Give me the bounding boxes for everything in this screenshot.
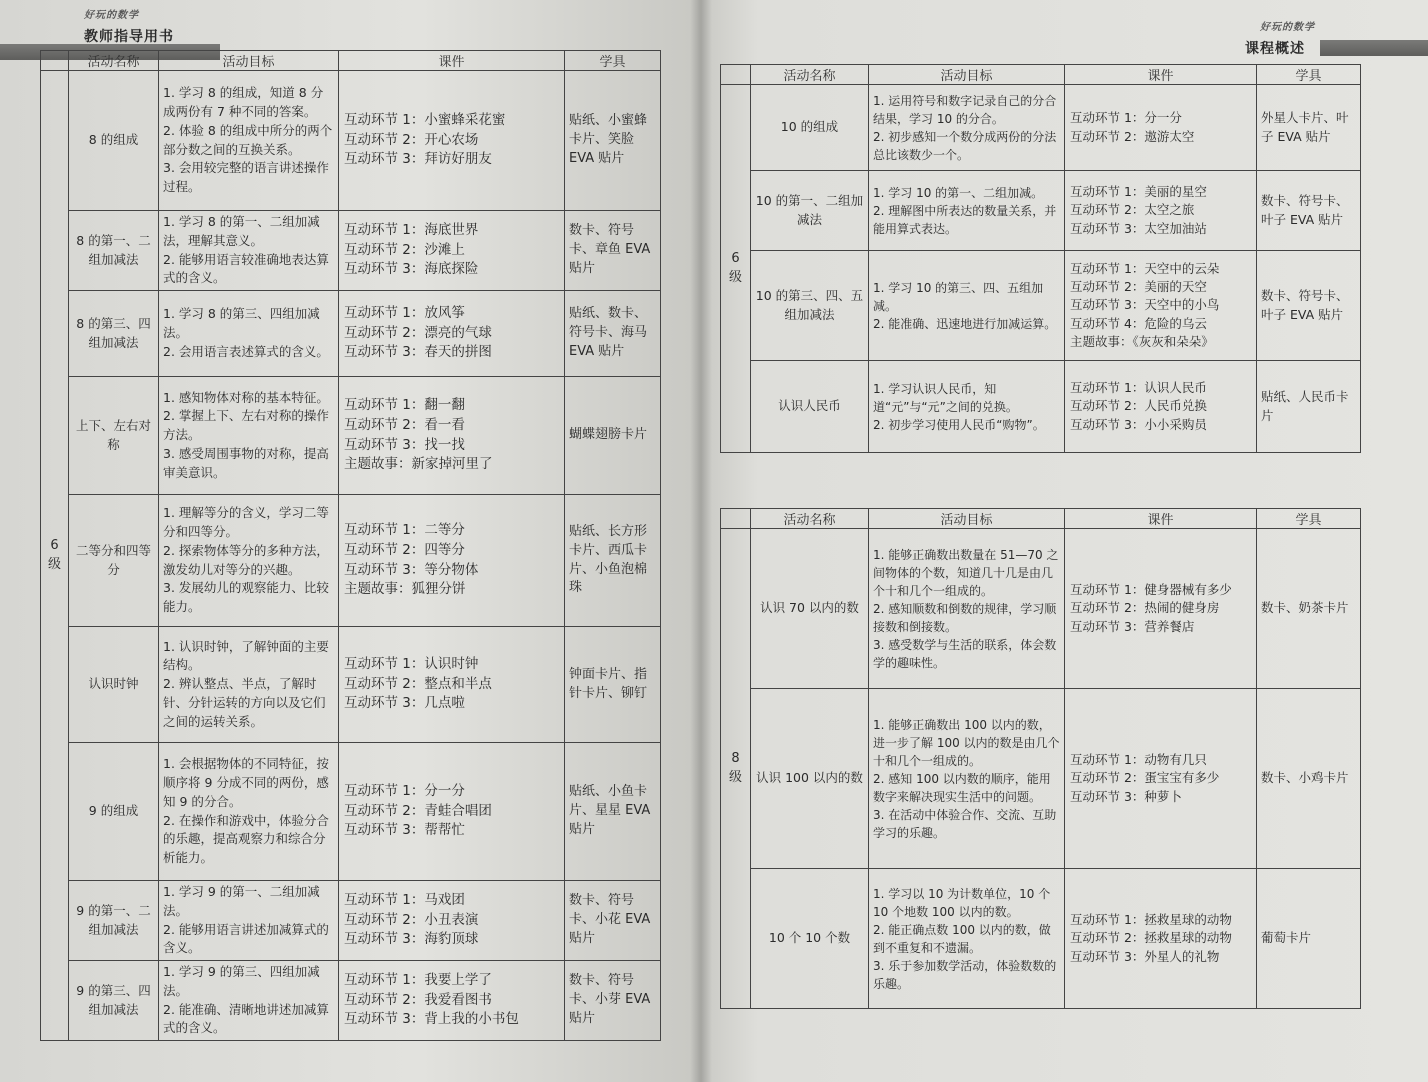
activity-goals bbox=[869, 171, 1065, 251]
course-item: 互动环节 3：太空加油站 bbox=[1070, 220, 1207, 236]
header-row bbox=[721, 509, 1361, 529]
courseware bbox=[1065, 689, 1257, 869]
course-item: 互动环节 2：沙滩上 bbox=[344, 241, 465, 258]
goal-item: 1. 学习 8 的组成，知道 8 分成两份有 7 种不同的答案。 bbox=[163, 85, 324, 119]
activity-name: 8 的第三、四组加减法 bbox=[69, 291, 159, 377]
activity-goals bbox=[159, 881, 339, 961]
course-item: 互动环节 1：认识时钟 bbox=[344, 656, 479, 673]
goal-item: 2. 初步学习使用人民币“购物”。 bbox=[873, 417, 1045, 432]
course-item: 主题故事：新家掉河里了 bbox=[344, 456, 493, 473]
goal-item: 2. 体验 8 的组成中所分的两个部分数之间的互换关系。 bbox=[163, 122, 333, 157]
course-item: 互动环节 2：蛋宝宝有多少 bbox=[1070, 770, 1220, 786]
goal-item: 1. 学习 10 的第一、二组加减。 bbox=[873, 185, 1044, 200]
course-item: 互动环节 2：遨游太空 bbox=[1070, 128, 1195, 144]
courseware bbox=[1065, 529, 1257, 689]
goal-item: 3. 乐于参加数学活动，体验数数的乐趣。 bbox=[873, 958, 1057, 991]
course-item: 互动环节 1：拯救星球的动物 bbox=[1070, 912, 1232, 928]
goal-item: 3. 在活动中体验合作、交流、互助学习的乐趣。 bbox=[873, 807, 1057, 840]
learning-tools: 贴纸、小蜜蜂卡片、笑脸 EVA 贴片 bbox=[565, 71, 661, 211]
goal-item: 2. 在操作和游戏中，体验分合的乐趣，提高观察力和综合分析能力。 bbox=[163, 812, 329, 865]
learning-tools: 外星人卡片、叶子 EVA 贴片 bbox=[1257, 85, 1361, 171]
activity-goals bbox=[159, 961, 339, 1041]
goal-item: 2. 能准确、迅速地进行加减运算。 bbox=[873, 316, 1057, 331]
goal-item: 1. 能够正确数出数量在 51—70 之间物体的个数，知道几十几是由几个十和几个一组成的。 bbox=[873, 547, 1059, 598]
courseware bbox=[339, 961, 565, 1041]
left-page bbox=[0, 0, 700, 1082]
activity-goals bbox=[869, 361, 1065, 453]
courseware bbox=[1065, 361, 1257, 453]
course-item: 互动环节 2：开心农场 bbox=[344, 131, 479, 148]
courseware bbox=[339, 377, 565, 495]
course-item: 互动环节 3：几点啦 bbox=[344, 695, 465, 712]
goal-item: 1. 学习 10 的第三、四、五组加减。 bbox=[873, 280, 1044, 313]
header-logo: 好玩的数学 bbox=[1260, 22, 1315, 33]
course-item: 互动环节 3：种萝卜 bbox=[1070, 788, 1182, 804]
column-header: 课件 bbox=[1065, 65, 1257, 85]
header-logo: 好玩的数学 bbox=[84, 10, 139, 21]
table-row bbox=[41, 627, 661, 743]
goal-item: 2. 能准确、清晰地讲述加减算式的含义。 bbox=[163, 1001, 329, 1036]
goal-item: 2. 理解图中所表达的数量关系，并能用算式表达。 bbox=[873, 203, 1057, 236]
course-item: 主题故事：《灰灰和朵朵》 bbox=[1070, 333, 1214, 349]
course-item: 互动环节 3：外星人的礼物 bbox=[1070, 948, 1220, 964]
activity-name: 二等分和四等分 bbox=[69, 495, 159, 627]
goal-item: 1. 学习以 10 为计数单位，10 个 10 个地数 100 以内的数。 bbox=[873, 886, 1055, 919]
header-row bbox=[721, 65, 1361, 85]
header-bar bbox=[1320, 40, 1428, 56]
activity-name: 10 的第一、二组加减法 bbox=[751, 171, 869, 251]
course-item: 互动环节 2：看一看 bbox=[344, 416, 465, 433]
table-row bbox=[721, 869, 1361, 1009]
learning-tools: 数卡、符号卡、章鱼 EVA 贴片 bbox=[565, 211, 661, 291]
activity-goals bbox=[159, 743, 339, 881]
column-header bbox=[721, 509, 751, 529]
course-item: 互动环节 1：美丽的星空 bbox=[1070, 184, 1207, 200]
level-cell: 6 级 bbox=[41, 71, 69, 1041]
table-row bbox=[41, 71, 661, 211]
table-row bbox=[41, 743, 661, 881]
activity-goals bbox=[869, 85, 1065, 171]
course-item: 互动环节 3：等分物体 bbox=[344, 561, 479, 578]
table-row bbox=[41, 211, 661, 291]
courseware bbox=[1065, 85, 1257, 171]
table-row bbox=[721, 529, 1361, 689]
learning-tools: 数卡、符号卡、小花 EVA 贴片 bbox=[565, 881, 661, 961]
activity-name: 8 的第一、二组加减法 bbox=[69, 211, 159, 291]
learning-tools: 葡萄卡片 bbox=[1257, 869, 1361, 1009]
course-item: 互动环节 3：海豹顶球 bbox=[344, 931, 479, 948]
course-item: 互动环节 3：帮帮忙 bbox=[344, 822, 465, 839]
course-item: 互动环节 2：美丽的天空 bbox=[1070, 279, 1207, 295]
course-item: 互动环节 3：春天的拼图 bbox=[344, 344, 492, 361]
activity-name: 认识 100 以内的数 bbox=[751, 689, 869, 869]
learning-tools: 数卡、符号卡、小芽 EVA 贴片 bbox=[565, 961, 661, 1041]
course-item: 互动环节 2：人民币兑换 bbox=[1070, 398, 1207, 414]
learning-tools: 贴纸、数卡、符号卡、海马 EVA 贴片 bbox=[565, 291, 661, 377]
course-item: 互动环节 3：找一找 bbox=[344, 436, 465, 453]
course-item: 互动环节 1：分一分 bbox=[344, 783, 465, 800]
goal-item: 1. 学习 8 的第一、二组加减法，理解其意义。 bbox=[163, 214, 320, 248]
header-label: 教师指导用书 bbox=[84, 29, 174, 45]
activity-name: 10 个 10 个数 bbox=[751, 869, 869, 1009]
course-item: 互动环节 1：认识人民币 bbox=[1070, 380, 1207, 396]
activity-goals bbox=[159, 495, 339, 627]
goal-item: 2. 会用语言表述算式的含义。 bbox=[163, 343, 329, 359]
courseware bbox=[339, 627, 565, 743]
course-item: 互动环节 1：二等分 bbox=[344, 522, 465, 539]
course-item: 互动环节 2：太空之旅 bbox=[1070, 202, 1195, 218]
activity-goals bbox=[869, 689, 1065, 869]
book-gutter bbox=[690, 0, 712, 1082]
column-header: 学具 bbox=[1257, 509, 1361, 529]
activity-goals bbox=[159, 627, 339, 743]
course-item: 主题故事：狐狸分饼 bbox=[344, 581, 466, 598]
column-header: 活动名称 bbox=[751, 65, 869, 85]
activity-name: 上下、左右对称 bbox=[69, 377, 159, 495]
table-row bbox=[721, 361, 1361, 453]
activity-name: 认识 70 以内的数 bbox=[751, 529, 869, 689]
course-item: 互动环节 1：我要上学了 bbox=[344, 972, 492, 989]
curriculum-table-right-top bbox=[720, 64, 1360, 453]
courseware bbox=[339, 71, 565, 211]
activity-name: 8 的组成 bbox=[69, 71, 159, 211]
table-row bbox=[41, 377, 661, 495]
table-row bbox=[721, 689, 1361, 869]
course-item: 互动环节 1：海底世界 bbox=[344, 222, 479, 239]
course-item: 互动环节 1：小蜜蜂采花蜜 bbox=[344, 112, 506, 129]
goal-item: 2. 辨认整点、半点，了解时针、分针运转的方向以及它们之间的运转关系。 bbox=[163, 676, 326, 729]
goal-item: 2. 掌握上下、左右对称的操作方法。 bbox=[163, 408, 329, 443]
curriculum-table-right-bottom bbox=[720, 508, 1360, 1009]
course-item: 互动环节 1：分一分 bbox=[1070, 110, 1182, 126]
activity-goals bbox=[159, 211, 339, 291]
course-item: 互动环节 1：翻一翻 bbox=[344, 397, 465, 414]
learning-tools: 数卡、小鸡卡片 bbox=[1257, 689, 1361, 869]
column-header: 学具 bbox=[565, 51, 661, 71]
activity-name: 9 的第一、二组加减法 bbox=[69, 881, 159, 961]
learning-tools: 数卡、符号卡、叶子 EVA 贴片 bbox=[1257, 171, 1361, 251]
goal-item: 3. 感受周围事物的对称，提高审美意识。 bbox=[163, 445, 329, 480]
goal-item: 1. 理解等分的含义，学习二等分和四等分。 bbox=[163, 505, 329, 539]
course-item: 互动环节 2：小丑表演 bbox=[344, 911, 479, 928]
level-cell: 6 级 bbox=[721, 85, 751, 453]
goal-item: 1. 认识时钟，了解钟面的主要结构。 bbox=[163, 638, 329, 673]
courseware bbox=[339, 743, 565, 881]
learning-tools: 贴纸、人民币卡片 bbox=[1257, 361, 1361, 453]
course-item: 互动环节 2：四等分 bbox=[344, 541, 465, 558]
course-item: 互动环节 3：海底探险 bbox=[344, 261, 479, 278]
course-item: 互动环节 3：小小采购员 bbox=[1070, 416, 1207, 432]
course-item: 互动环节 3：营养餐店 bbox=[1070, 618, 1195, 634]
learning-tools: 钟面卡片、指针卡片、铆钉 bbox=[565, 627, 661, 743]
course-item: 互动环节 3：天空中的小鸟 bbox=[1070, 297, 1220, 313]
goal-item: 1. 学习认识人民币，知道“元”与“元”之间的兑换。 bbox=[873, 381, 1018, 414]
table-row bbox=[41, 495, 661, 627]
course-item: 互动环节 1：天空中的云朵 bbox=[1070, 261, 1220, 277]
goal-item: 2. 探索物体等分的多种方法，激发幼儿对等分的兴趣。 bbox=[163, 542, 329, 577]
learning-tools: 数卡、奶茶卡片 bbox=[1257, 529, 1361, 689]
learning-tools: 蝴蝶翅膀卡片 bbox=[565, 377, 661, 495]
goal-item: 2. 能够用语言讲述加减算式的含义。 bbox=[163, 921, 329, 956]
goal-item: 2. 能正确点数 100 以内的数，做到不重复和不遗漏。 bbox=[873, 922, 1051, 955]
course-item: 互动环节 2：漂亮的气球 bbox=[344, 324, 492, 341]
learning-tools: 贴纸、长方形卡片、西瓜卡片、小鱼泡棉珠 bbox=[565, 495, 661, 627]
header-row bbox=[41, 51, 661, 71]
activity-goals bbox=[159, 377, 339, 495]
course-item: 互动环节 2：青蛙合唱团 bbox=[344, 802, 492, 819]
courseware bbox=[339, 291, 565, 377]
courseware bbox=[339, 495, 565, 627]
column-header: 学具 bbox=[1257, 65, 1361, 85]
courseware bbox=[339, 881, 565, 961]
course-item: 互动环节 2：拯救星球的动物 bbox=[1070, 930, 1232, 946]
goal-item: 2. 能够用语言较准确地表达算式的含义。 bbox=[163, 251, 329, 286]
course-item: 互动环节 1：健身器械有多少 bbox=[1070, 582, 1232, 598]
course-item: 互动环节 4：危险的乌云 bbox=[1070, 315, 1207, 331]
activity-goals bbox=[159, 71, 339, 211]
goal-item: 3. 发展幼儿的观察能力、比较能力。 bbox=[163, 580, 329, 614]
goal-item: 1. 运用符号和数字记录自己的分合结果，学习 10 的分合。 bbox=[873, 93, 1057, 126]
activity-name: 10 的组成 bbox=[751, 85, 869, 171]
activity-goals bbox=[159, 291, 339, 377]
course-item: 互动环节 1：放风筝 bbox=[344, 305, 465, 322]
table-row bbox=[721, 171, 1361, 251]
activity-goals bbox=[869, 869, 1065, 1009]
course-item: 互动环节 2：我爱看图书 bbox=[344, 991, 492, 1008]
courseware bbox=[1065, 251, 1257, 361]
table-row bbox=[41, 291, 661, 377]
course-item: 互动环节 3：拜访好朋友 bbox=[344, 151, 492, 168]
course-item: 互动环节 1：动物有几只 bbox=[1070, 752, 1207, 768]
right-page bbox=[700, 0, 1428, 1082]
column-header: 活动目标 bbox=[869, 509, 1065, 529]
column-header: 活动目标 bbox=[869, 65, 1065, 85]
activity-name: 认识人民币 bbox=[751, 361, 869, 453]
column-header: 课件 bbox=[1065, 509, 1257, 529]
goal-item: 2. 感知 100 以内数的顺序，能用数字来解决现实生活中的问题。 bbox=[873, 771, 1051, 804]
column-header: 课件 bbox=[339, 51, 565, 71]
goal-item: 3. 会用较完整的语言讲述操作过程。 bbox=[163, 160, 329, 194]
header-label: 课程概述 bbox=[1245, 41, 1305, 57]
goal-item: 1. 学习 9 的第一、二组加减法。 bbox=[163, 884, 320, 918]
goal-item: 1. 感知物体对称的基本特征。 bbox=[163, 389, 329, 405]
courseware bbox=[1065, 869, 1257, 1009]
course-item: 互动环节 2：整点和半点 bbox=[344, 675, 492, 692]
learning-tools: 数卡、符号卡、叶子 EVA 贴片 bbox=[1257, 251, 1361, 361]
column-header: 活动名称 bbox=[69, 51, 159, 71]
activity-goals bbox=[869, 251, 1065, 361]
activity-goals bbox=[869, 529, 1065, 689]
table-row bbox=[41, 881, 661, 961]
courseware bbox=[339, 211, 565, 291]
goal-item: 1. 学习 9 的第三、四组加减法。 bbox=[163, 964, 320, 998]
goal-item: 2. 感知顺数和倒数的规律，学习顺接数和倒接数。 bbox=[873, 601, 1057, 634]
table-row bbox=[41, 961, 661, 1041]
course-item: 互动环节 1：马戏团 bbox=[344, 892, 465, 909]
goal-item: 1. 学习 8 的第三、四组加减法。 bbox=[163, 306, 320, 341]
curriculum-table-left bbox=[40, 50, 660, 1041]
activity-name: 认识时钟 bbox=[69, 627, 159, 743]
course-item: 互动环节 3：背上我的小书包 bbox=[344, 1011, 519, 1028]
courseware bbox=[1065, 171, 1257, 251]
activity-name: 9 的组成 bbox=[69, 743, 159, 881]
course-item: 互动环节 2：热闹的健身房 bbox=[1070, 600, 1220, 616]
goal-item: 1. 会根据物体的不同特征，按顺序将 9 分成不同的两份，感知 9 的分合。 bbox=[163, 756, 329, 809]
column-header bbox=[721, 65, 751, 85]
column-header: 活动名称 bbox=[751, 509, 869, 529]
activity-name: 10 的第三、四、五组加减法 bbox=[751, 251, 869, 361]
column-header: 活动目标 bbox=[159, 51, 339, 71]
goal-item: 2. 初步感知一个数分成两份的分法总比该数少一个。 bbox=[873, 129, 1057, 162]
learning-tools: 贴纸、小鱼卡片、星星 EVA 贴片 bbox=[565, 743, 661, 881]
goal-item: 1. 能够正确数出 100 以内的数，进一步了解 100 以内的数是由几个十和几个一组成的。 bbox=[873, 717, 1060, 768]
table-row bbox=[721, 251, 1361, 361]
goal-item: 3. 感受数学与生活的联系，体会数学的趣味性。 bbox=[873, 637, 1057, 670]
table-row bbox=[721, 85, 1361, 171]
level-cell: 8 级 bbox=[721, 529, 751, 1009]
column-header bbox=[41, 51, 69, 71]
activity-name: 9 的第三、四组加减法 bbox=[69, 961, 159, 1041]
